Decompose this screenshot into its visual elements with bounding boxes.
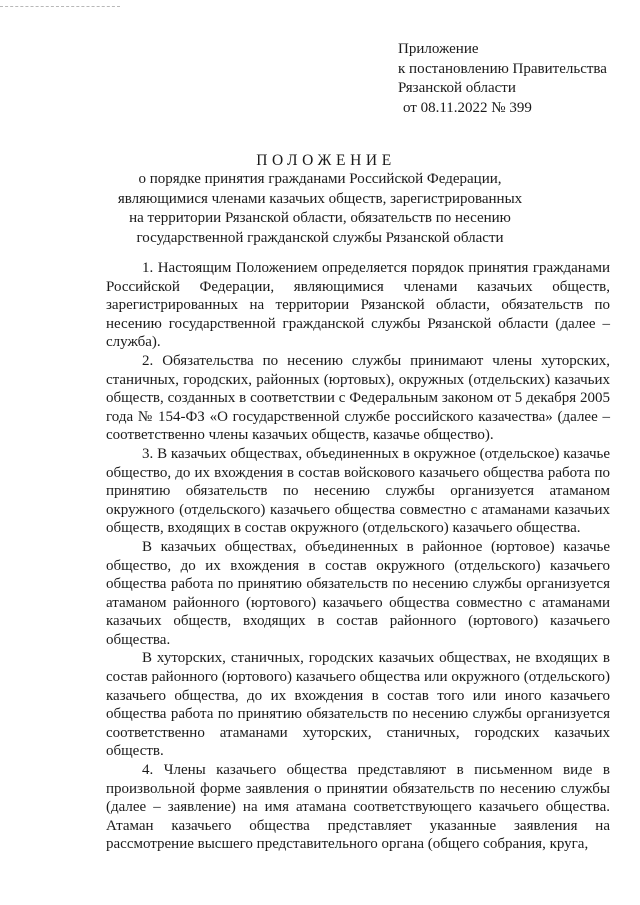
appendix-header — [398, 40, 607, 118]
scan-edge-line — [0, 6, 120, 7]
paragraph-1: 1. Настоящим Положением определяется порядок принятия гражданами Российской Федерации, являющимися членами казачьих обществ, зарегистрированных на территории Рязанской области, обязательств по несению государственной гражданской службы Рязанской области (далее – служба). — [106, 260, 610, 351]
document-title: ПОЛОЖЕНИЕ — [256, 152, 396, 169]
paragraph-2: 2. Обязательства по несению службы принимают члены хуторских, станичных, городских, районных (юртовых), окружных (отдельских) казачьих обществ, созданных в соответствии с Федеральным законом от 5 декабря 2005 года № 154-ФЗ «О государственной службе российского казачества» (далее – соответственно члены казачьих обществ, казачье общество). — [106, 352, 610, 444]
appendix-line: к постановлению Правительства — [398, 60, 607, 77]
appendix-date-line: от 08.11.2022 № 399 — [403, 99, 532, 116]
paragraph-3-part-3: В хуторских, станичных, городских казачьих обществах, не входящих в состав районного (юртового) казачьего общества или окружного (отдельского) казачьего общества, до их вхождения в состав того или иного казачьего общества работа по принятию обязательств по несению службы организуется соответственно атаманами хуторских, станичных, городских казачьих обществ. — [106, 650, 610, 760]
paragraph-3-part-2: В казачьих обществах, объединенных в районное (юртовое) казачье общество, до их вхождения в состав окружного (отдельского) казачьего общества работа по принятию обязательств по несению службы организуется атаманом районного (юртового) казачьего общества совместно с атаманами казачьих обществ, входящих в состав районного (юртового) казачьего общества. — [106, 538, 610, 648]
appendix-line: Рязанской области — [398, 80, 516, 96]
subtitle-line: о порядке принятия гражданами Российской Федерации, — [138, 171, 502, 187]
paragraph-4: 4. Члены казачьего общества представляют в письменном виде в произвольной форме заявления о принятии обязательств по несению службы (далее – заявление) на имя атамана соответствующего казачьего общества. Атаман казачьего общества представляет указанные заявления на рассмотрение высшего представительного органа (общего собрания, круга, — [106, 762, 610, 853]
subtitle-line: на территории Рязанской области, обязательств по несению — [129, 210, 511, 226]
paragraph-3: 3. В казачьих обществах, объединенных в окружное (отдельское) казачье общество, до их вхождения в состав войскового казачьего общества работа по принятию обязательств по несению службы организуется атаманом окружного (отдельского) казачьего общества совместно с атаманами казачьих обществ, входящих в состав окружного (отдельского) казачьего общества. — [106, 445, 610, 537]
subtitle-line: государственной гражданской службы Рязанской области — [136, 229, 504, 246]
document-subtitle — [0, 170, 640, 248]
appendix-line: Приложение — [398, 41, 479, 57]
subtitle-line: являющимися членами казачьих обществ, зарегистрированных — [117, 190, 523, 207]
document-body — [106, 259, 610, 854]
